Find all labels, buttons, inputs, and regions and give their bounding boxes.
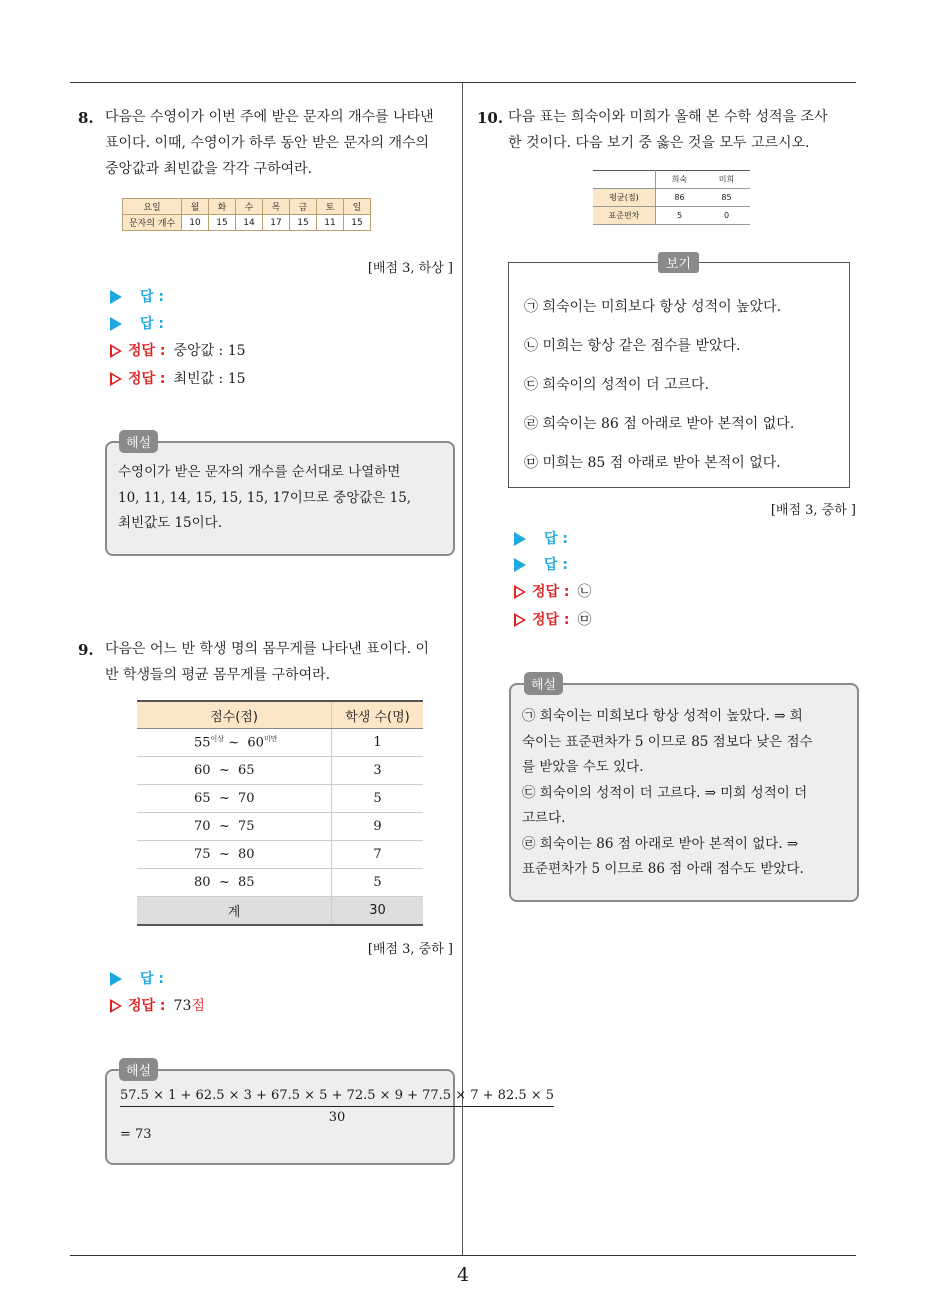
table-cell: 금 xyxy=(290,199,317,215)
play-icon xyxy=(514,532,526,546)
table-cell: 5 xyxy=(332,785,423,813)
table-row xyxy=(137,841,423,869)
q9-text xyxy=(105,636,429,688)
table-cell: 15 xyxy=(290,215,317,231)
table-cell: 0 xyxy=(703,207,750,225)
bogi-item: ㉤ 미희는 85 점 아래로 받아 본적이 없다. xyxy=(524,455,781,471)
q10-text xyxy=(508,104,828,156)
table-cell: 80 ~ 85 xyxy=(137,869,332,897)
q8-correct-line xyxy=(110,340,246,360)
q8-text-line: 다음은 수영이가 이번 주에 받은 문자의 개수를 나타낸 xyxy=(105,109,434,125)
play-icon xyxy=(110,972,122,986)
table-row xyxy=(123,199,371,215)
q10-solution-text xyxy=(522,704,813,883)
answer-label: 답 : xyxy=(140,971,164,987)
q9-number: 9. xyxy=(78,641,94,659)
q10-answer-line[interactable] xyxy=(514,528,568,548)
q9-correct-line xyxy=(110,995,205,1015)
triangle-outline-icon xyxy=(514,613,526,627)
top-rule xyxy=(70,82,856,83)
table-cell: 일 xyxy=(344,199,371,215)
table-cell: 5 xyxy=(332,869,423,897)
table-cell: 30 xyxy=(332,897,423,926)
table-cell: 표준편차 xyxy=(593,207,656,225)
solution-line: 숙이는 표준편차가 5 이므로 85 점보다 낮은 점수 xyxy=(522,733,813,750)
table-cell: 3 xyxy=(332,757,423,785)
q9-score: [배점 3, 중하 ] xyxy=(367,942,453,957)
table-header-row xyxy=(137,701,423,729)
q8-score: [배점 3, 하상 ] xyxy=(367,261,453,276)
table-cell: 10 xyxy=(182,215,209,231)
play-icon xyxy=(110,317,122,331)
table-cell: 5 xyxy=(656,207,704,225)
table-cell: 9 xyxy=(332,813,423,841)
table-header: 학생 수(명) xyxy=(332,701,423,729)
q8-answer-line[interactable] xyxy=(110,313,164,333)
q10-text-line: 한 것이다. 다음 보기 중 옳은 것을 모두 고르시오. xyxy=(508,135,810,151)
play-icon xyxy=(514,558,526,572)
table-cell: 문자의 개수 xyxy=(123,215,182,231)
table-row xyxy=(593,171,750,189)
table-cell: 11 xyxy=(317,215,344,231)
table-row xyxy=(137,869,423,897)
table-cell: $55^{이상}$ ~ $60^{미만}$ xyxy=(137,729,332,757)
q10-number: 10. xyxy=(477,109,504,127)
table-cell: 수 xyxy=(236,199,263,215)
correct-label: 정답 : xyxy=(128,998,166,1014)
table-cell: 7 xyxy=(332,841,423,869)
q9-text-line: 반 학생들의 평균 몸무게를 구하여라. xyxy=(105,667,331,683)
table-header: 점수(점) xyxy=(137,701,332,729)
answer-label: 답 : xyxy=(544,531,568,547)
correct-value: 73 xyxy=(173,998,192,1014)
table-row xyxy=(137,785,423,813)
triangle-outline-icon xyxy=(110,999,122,1013)
page-number: 4 xyxy=(456,1264,470,1286)
table-cell: 60 ~ 65 xyxy=(137,757,332,785)
solution-line: 고르다. xyxy=(522,810,566,826)
q8-text xyxy=(105,104,434,182)
table-cell: 목 xyxy=(263,199,290,215)
table-total-row xyxy=(137,897,423,926)
q10-table xyxy=(593,170,750,225)
table-cell: 월 xyxy=(182,199,209,215)
solution-line: 를 받았을 수도 있다. xyxy=(522,759,644,775)
table-cell: 계 xyxy=(137,897,332,926)
bogi-item: ㉣ 희숙이는 86 점 아래로 받아 본적이 없다. xyxy=(524,416,795,432)
triangle-outline-icon xyxy=(514,585,526,599)
table-row xyxy=(593,207,750,225)
table-cell: 86 xyxy=(656,189,704,207)
table-row xyxy=(593,189,750,207)
solution-tag: 해설 xyxy=(119,430,158,453)
answer-label: 답 : xyxy=(140,289,164,305)
fraction-result: = 73 xyxy=(120,1127,152,1142)
table-cell: 15 xyxy=(344,215,371,231)
solution-line: ㉢ 희숙이의 성적이 더 고르다. ⇒ 미희 성적이 더 xyxy=(522,784,808,801)
table-cell: 17 xyxy=(263,215,290,231)
q10-correct-line xyxy=(514,581,592,601)
bogi-tag: 보기 xyxy=(658,252,699,273)
table-cell: 85 xyxy=(703,189,750,207)
table-row xyxy=(123,215,371,231)
column-divider xyxy=(462,82,463,1255)
solution-line: 수영이가 받은 문자의 개수를 순서대로 나열하면 xyxy=(118,464,401,480)
answer-label: 답 : xyxy=(544,557,568,573)
q8-answer-line[interactable] xyxy=(110,286,164,306)
triangle-outline-icon xyxy=(110,372,122,386)
fraction-denominator: 30 xyxy=(328,1110,346,1125)
correct-label: 정답 : xyxy=(128,371,166,387)
q9-text-line: 다음은 어느 반 학생 명의 몸무게를 나타낸 표이다. 이 xyxy=(105,641,430,657)
correct-value: ㉡ xyxy=(577,584,592,600)
bogi-item: ㉠ 희숙이는 미희보다 항상 성적이 높았다. xyxy=(524,299,782,315)
table-cell: 미희 xyxy=(703,171,750,189)
fraction-numerator: 57.5 × 1 + 62.5 × 3 + 67.5 × 5 + 72.5 × 9 + 77.5 × 7 + 82.5 × 5 xyxy=(120,1088,554,1107)
correct-unit: 점 xyxy=(191,998,205,1014)
table-cell: 65 ~ 70 xyxy=(137,785,332,813)
table-cell: 요일 xyxy=(123,199,182,215)
table-cell: 75 ~ 80 xyxy=(137,841,332,869)
solution-tag: 해설 xyxy=(524,672,563,695)
solution-line: ㉠ 희숙이는 미희보다 항상 성적이 높았다. ⇒ 희 xyxy=(522,708,803,724)
q8-text-line: 중앙값과 최빈값을 각각 구하여라. xyxy=(105,161,313,177)
q10-text-line: 다음 표는 희숙이와 미희가 올해 본 수학 성적을 조사 xyxy=(508,109,828,125)
table-cell xyxy=(593,171,656,189)
q9-fraction xyxy=(120,1088,554,1142)
q8-correct-line xyxy=(110,368,246,388)
answer-label: 답 : xyxy=(140,316,164,332)
correct-value: 중앙값 : 15 xyxy=(173,343,246,359)
table-cell: 토 xyxy=(317,199,344,215)
solution-line: 최빈값도 15이다. xyxy=(118,515,223,531)
table-row xyxy=(137,757,423,785)
solution-line: ㉣ 희숙이는 86 점 아래로 받아 본적이 없다. ⇒ xyxy=(522,835,799,852)
q8-text-line: 표이다. 이때, 수영이가 하루 동안 받은 문자의 개수의 xyxy=(105,135,430,151)
q9-table xyxy=(137,700,423,926)
table-cell: 15 xyxy=(209,215,236,231)
table-row xyxy=(137,813,423,841)
q8-table xyxy=(122,198,371,231)
triangle-outline-icon xyxy=(110,344,122,358)
q8-solution-text xyxy=(118,460,411,537)
q10-answer-line[interactable] xyxy=(514,554,568,574)
table-cell: 70 ~ 75 xyxy=(137,813,332,841)
table-cell: 14 xyxy=(236,215,263,231)
solution-line: 표준편차가 5 이므로 86 점 아래 점수도 받았다. xyxy=(522,861,804,877)
table-cell: 화 xyxy=(209,199,236,215)
q8-number: 8. xyxy=(78,109,94,127)
bogi-item: ㉢ 희숙이의 성적이 더 고르다. xyxy=(524,377,710,393)
correct-label: 정답 : xyxy=(532,612,570,628)
table-cell: 평균(점) xyxy=(593,189,656,207)
correct-label: 정답 : xyxy=(128,343,166,359)
q10-score: [배점 3, 중하 ] xyxy=(770,503,856,518)
correct-value: ㉤ xyxy=(577,612,592,628)
table-row xyxy=(137,729,423,757)
q10-correct-line xyxy=(514,609,592,629)
table-cell: 1 xyxy=(332,729,423,757)
solution-line: 10, 11, 14, 15, 15, 15, 17이므로 중앙값은 15, xyxy=(118,489,412,506)
correct-label: 정답 : xyxy=(532,584,570,600)
q9-answer-line[interactable] xyxy=(110,968,164,988)
solution-tag: 해설 xyxy=(119,1058,158,1081)
play-icon xyxy=(110,290,122,304)
bogi-item: ㉡ 미희는 항상 같은 점수를 받았다. xyxy=(524,338,741,354)
bottom-rule xyxy=(70,1255,856,1256)
correct-value: 최빈값 : 15 xyxy=(173,371,246,387)
table-cell: 희숙 xyxy=(656,171,704,189)
